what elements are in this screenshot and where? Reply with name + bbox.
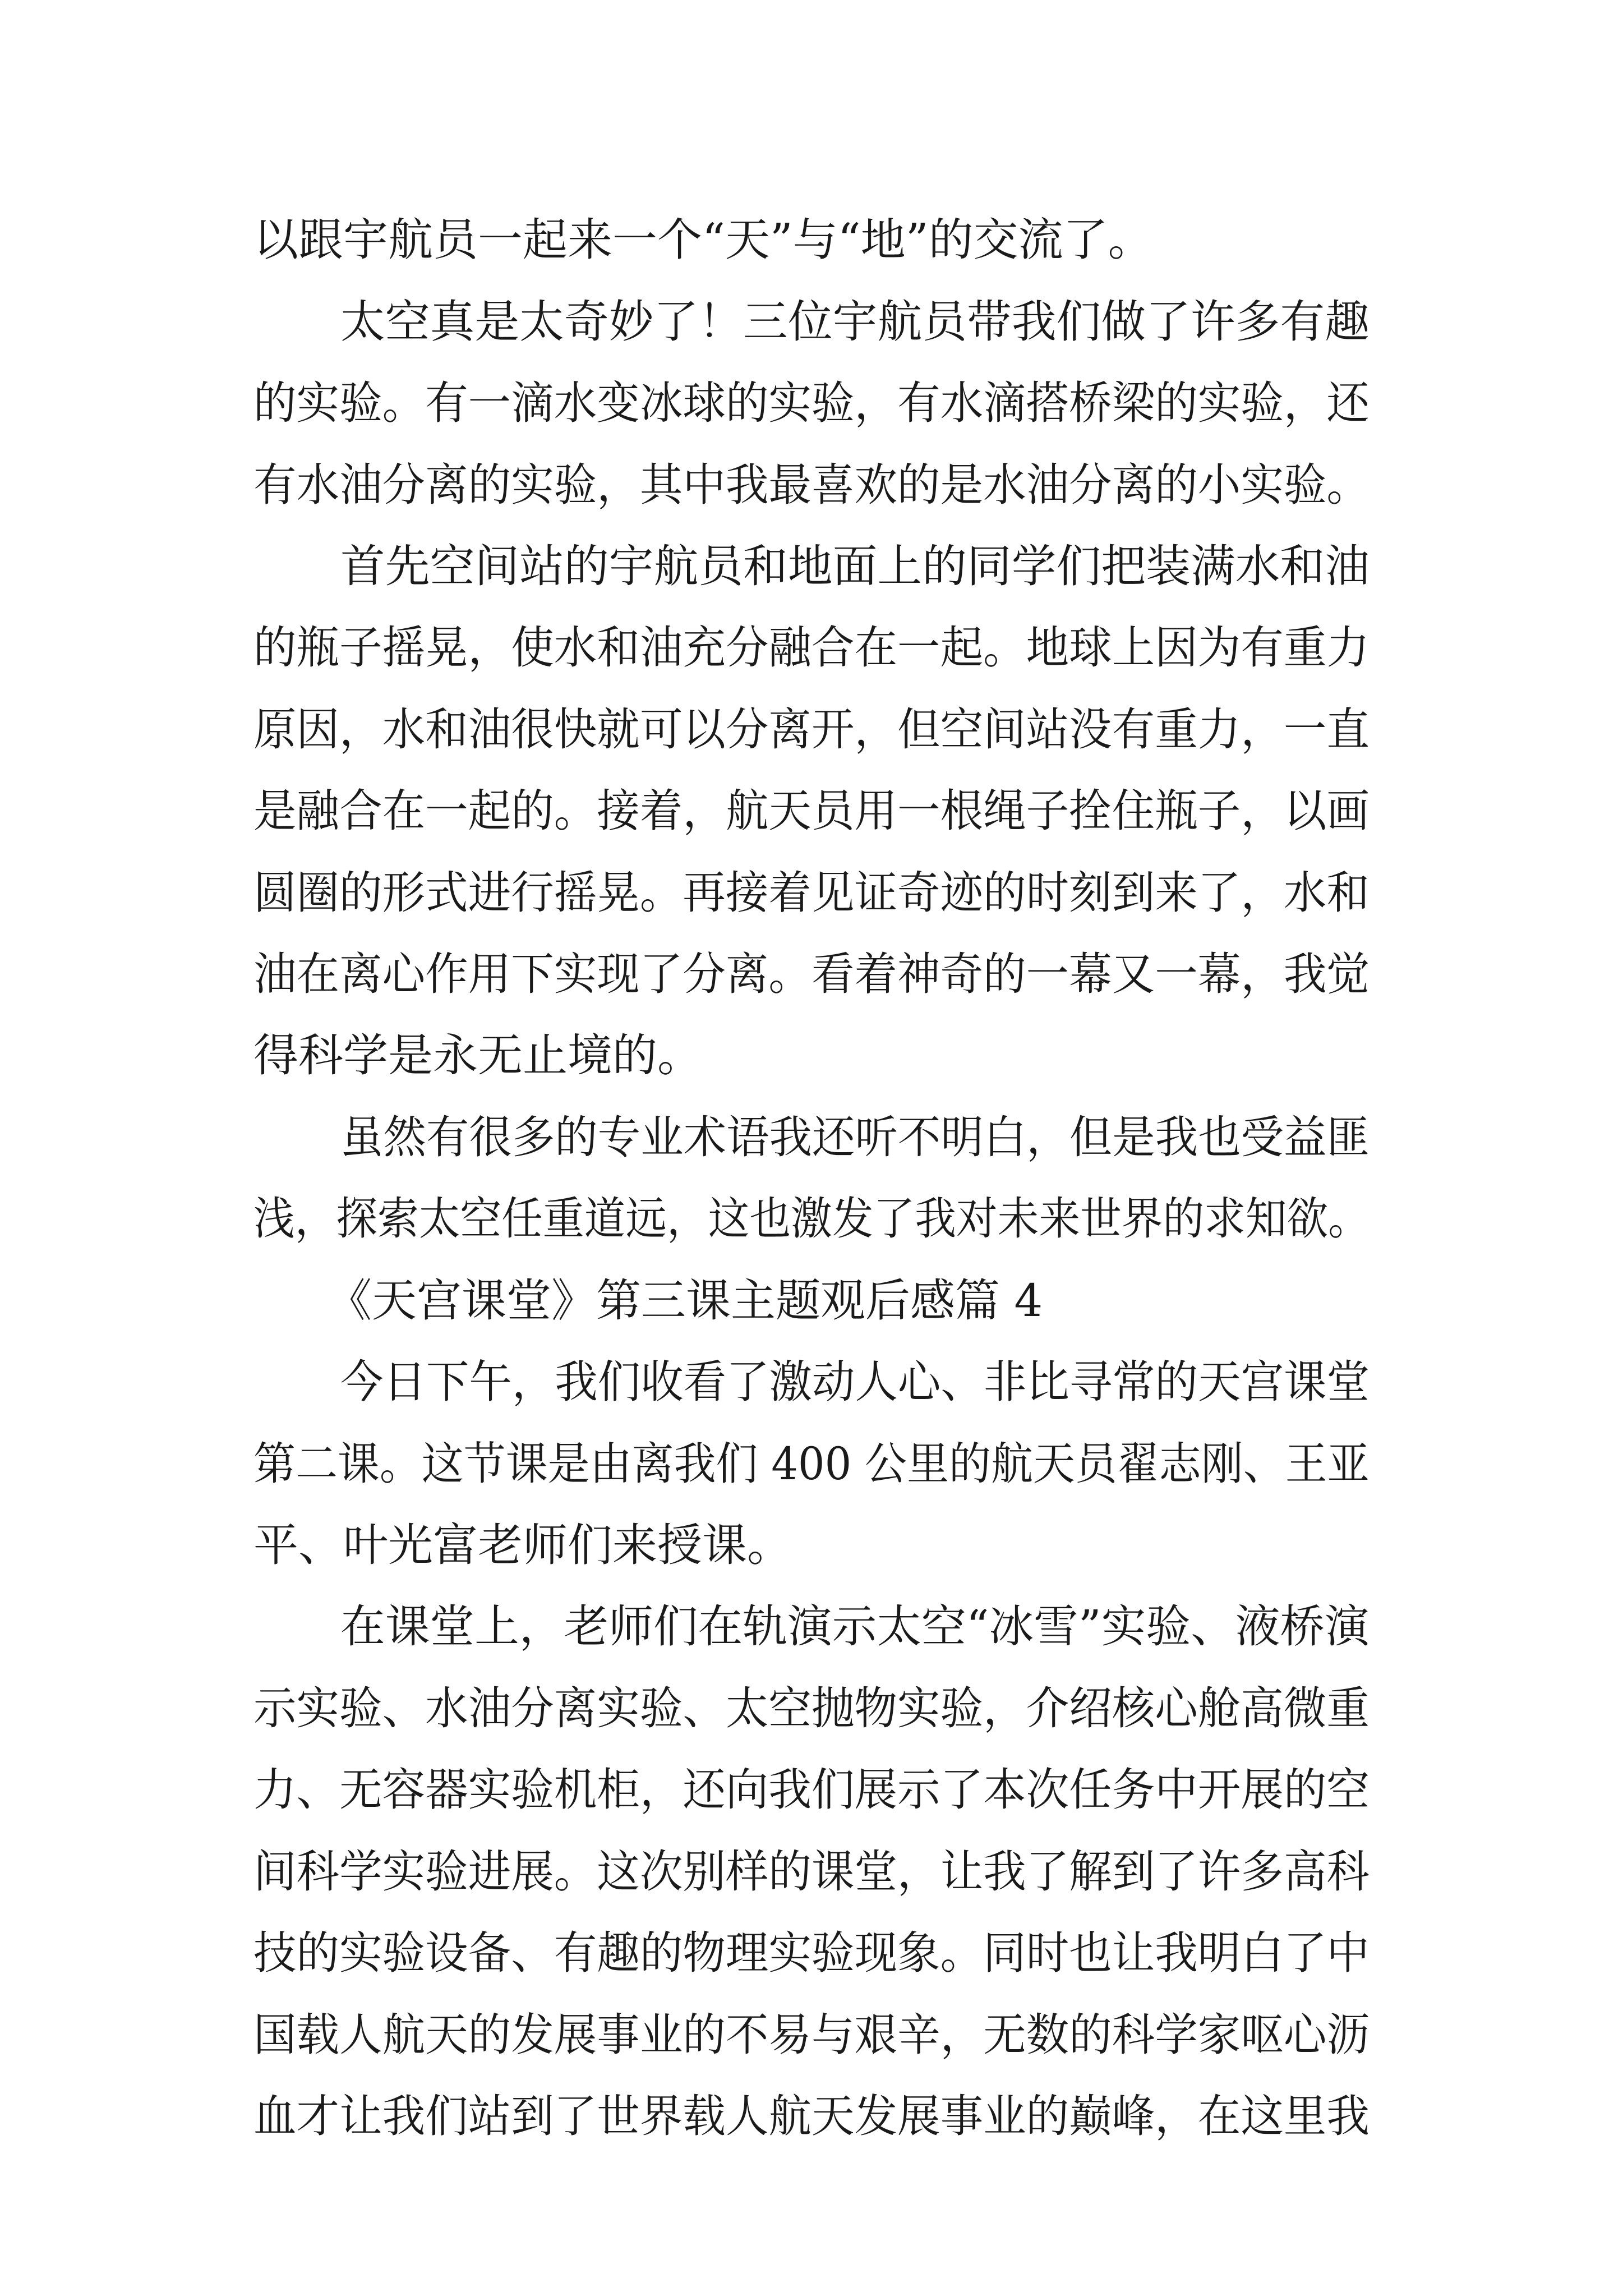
text-line — [0, 1425, 1623, 1503]
text-line-content: 得科学是永无止境的。 — [253, 1029, 702, 1082]
text-line-content: 首先空间站的宇航员和地面上的同学们把装满水和油 — [340, 540, 1370, 592]
text-line-content: 的实验。有一滴水变冰球的实验，有水滴搭桥梁的实验，还 — [253, 377, 1370, 429]
text-line — [0, 1506, 1623, 1585]
text-line-content: 油在离心作用下实现了分离。看着神奇的一幕又一幕，我觉 — [253, 948, 1370, 1000]
text-line — [0, 364, 1623, 443]
text-line-content: 国载人航天的发展事业的不易与艰辛，无数的科学家呕心沥 — [253, 2009, 1370, 2061]
text-line — [0, 691, 1623, 769]
text-line — [0, 1180, 1623, 1258]
text-line-content: 技的实验设备、有趣的物理实验现象。同时也让我明白了中 — [253, 1927, 1370, 1979]
text-line — [0, 772, 1623, 850]
text-line — [0, 854, 1623, 932]
text-line — [0, 2077, 1623, 2156]
text-line — [0, 1343, 1623, 1421]
text-line-content: 平、叶光富老师们来授课。 — [253, 1519, 792, 1571]
text-line-content: 在课堂上，老师们在轨演示太空“冰雪”实验、液桥演 — [340, 1600, 1370, 1653]
text-line-content: 有水油分离的实验，其中我最喜欢的是水油分离的小实验。 — [253, 459, 1370, 511]
text-line — [0, 1996, 1623, 2074]
text-line-content: 以跟宇航员一起来一个“天”与“地”的交流了。 — [253, 214, 1153, 266]
text-line — [0, 1588, 1623, 1666]
text-line-content: 太空真是太奇妙了！三位宇航员带我们做了许多有趣 — [340, 296, 1370, 348]
text-line — [0, 201, 1623, 279]
text-line-content: 原因，水和油很快就可以分离开，但空间站没有重力，一直 — [253, 703, 1370, 756]
text-line-content: 虽然有很多的专业术语我还听不明白，但是我也受益匪 — [340, 1111, 1370, 1163]
text-line-content: 今日下午，我们收看了激动人心、非比寻常的天宫课堂 — [340, 1356, 1370, 1408]
text-line — [0, 1751, 1623, 1829]
text-line — [0, 935, 1623, 1014]
text-line — [0, 1833, 1623, 1911]
text-line-content: 圆圈的形式进行摇晃。再接着见证奇迹的时刻到来了，水和 — [253, 867, 1370, 919]
text-line — [0, 1914, 1623, 1993]
text-line-content: 力、无容器实验机柜，还向我们展示了本次任务中开展的空 — [253, 1764, 1370, 1816]
text-line-content: 血才让我们站到了世界载人航天发展事业的巅峰，在这里我 — [253, 2090, 1370, 2142]
text-line — [0, 1098, 1623, 1177]
section-heading — [0, 1262, 1623, 1340]
section-heading-text: 《天宫课堂》第三课主题观后感篇 4 — [327, 1274, 1043, 1327]
text-line — [0, 527, 1623, 606]
text-line-content: 是融合在一起的。接着，航天员用一根绳子拴住瓶子，以画 — [253, 785, 1370, 837]
text-line-content: 第二课。这节课是由离我们 400 公里的航天员翟志刚、王亚 — [253, 1438, 1370, 1490]
text-line-content: 间科学实验进展。这次别样的课堂，让我了解到了许多高科 — [253, 1846, 1370, 1898]
text-line — [0, 1016, 1623, 1095]
text-line — [0, 446, 1623, 524]
text-line-content: 的瓶子摇晃，使水和油充分融合在一起。地球上因为有重力 — [253, 622, 1370, 674]
text-line-content: 浅，探索太空任重道远，这也激发了我对未来世界的求知欲。 — [253, 1193, 1370, 1245]
text-line — [0, 609, 1623, 687]
text-line — [0, 1669, 1623, 1748]
text-line-content: 示实验、水油分离实验、太空抛物实验，介绍核心舱高微重 — [253, 1682, 1370, 1734]
text-line — [0, 283, 1623, 361]
